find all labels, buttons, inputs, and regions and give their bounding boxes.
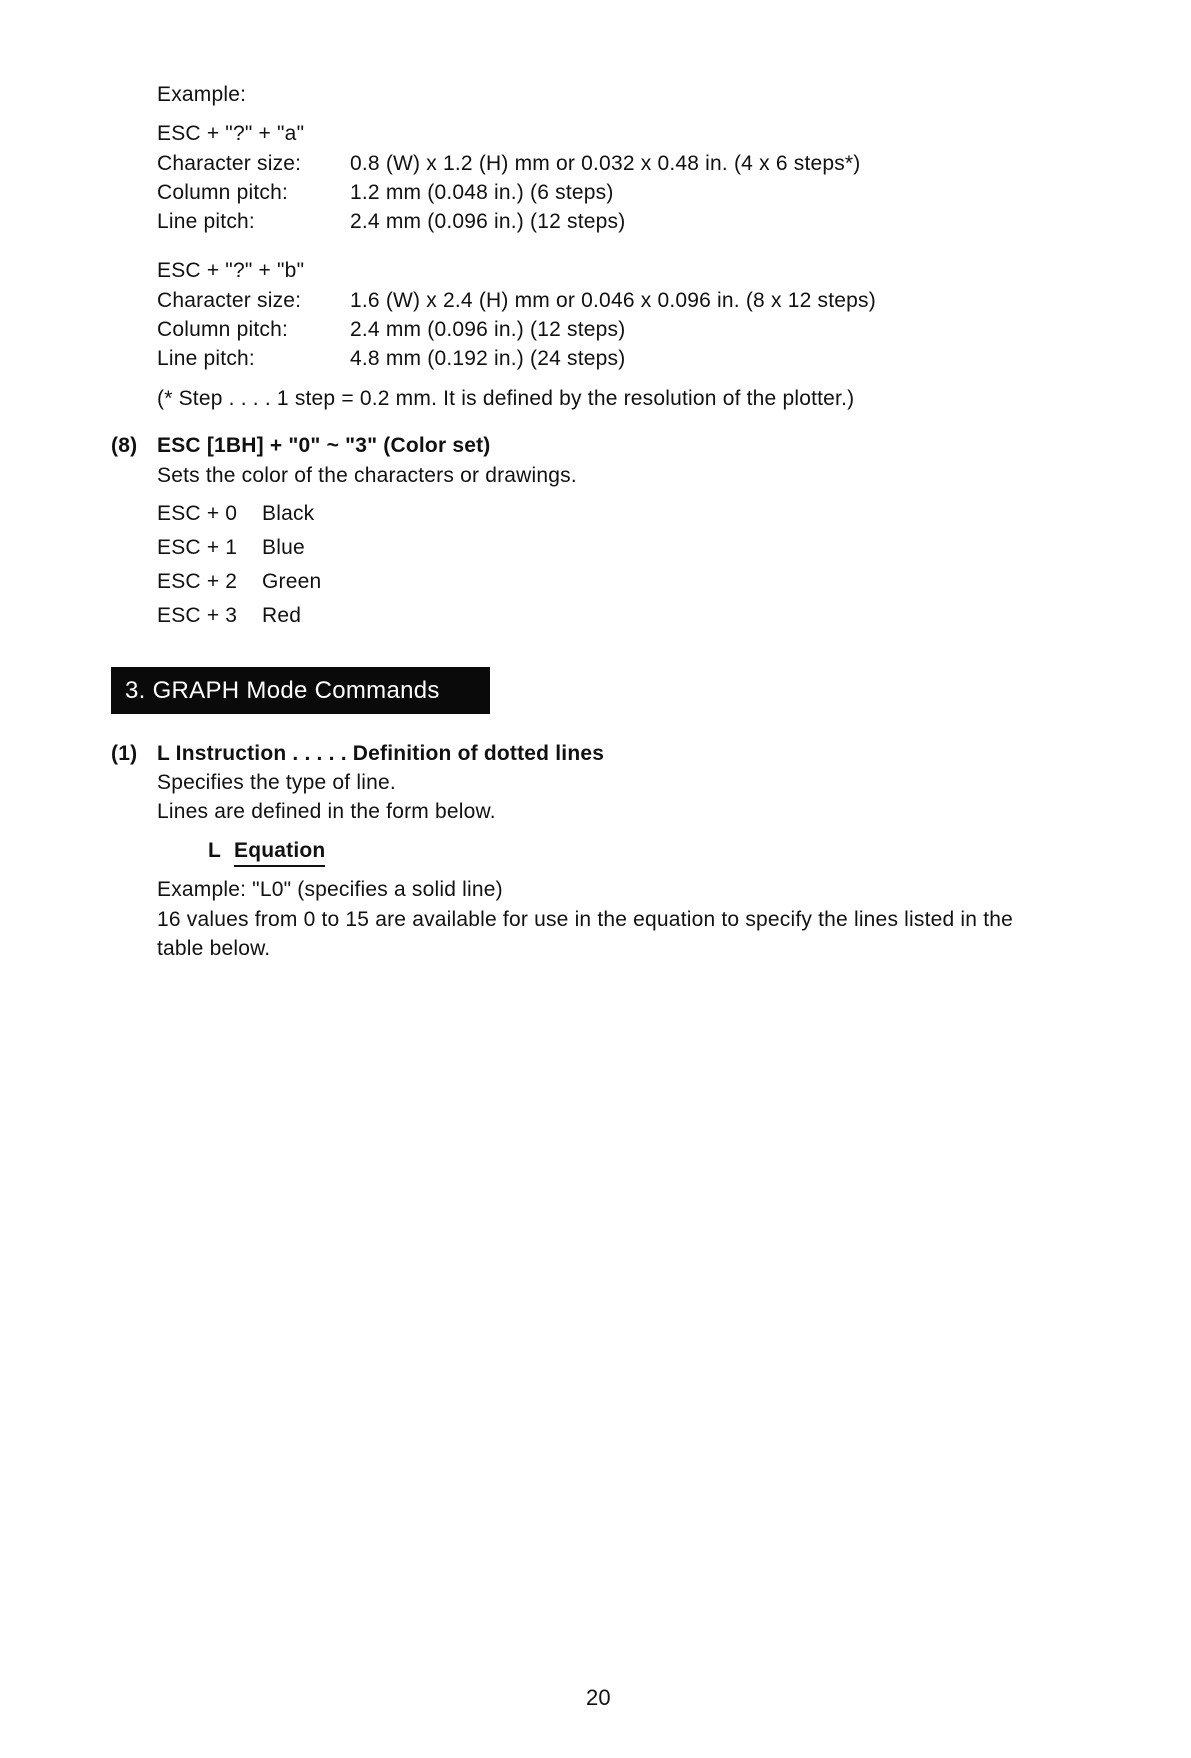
color-name-black: Black: [262, 502, 315, 525]
section-8-title: ESC [1BH] + "0" ~ "3" (Color set): [157, 434, 491, 457]
color-name-blue: Blue: [262, 536, 305, 559]
step-footnote: (* Step . . . . 1 step = 0.2 mm. It is defined by the resolution of the plotter.): [157, 387, 855, 410]
section-header-title: 3. GRAPH Mode Commands: [125, 677, 440, 704]
color-name-green: Green: [262, 570, 322, 593]
example-b-column-pitch-label: Column pitch:: [157, 318, 288, 341]
example-a-column-pitch-value: 1.2 mm (0.048 in.) (6 steps): [350, 181, 614, 204]
example-b-column-pitch-value: 2.4 mm (0.096 in.) (12 steps): [350, 318, 626, 341]
example-b-char-size-value: 1.6 (W) x 2.4 (H) mm or 0.046 x 0.096 in. (8 x 12 steps): [350, 289, 876, 312]
example-a-char-size-label: Character size:: [157, 152, 302, 175]
color-code-black: ESC + 0: [157, 502, 238, 525]
equation-letter: L: [208, 839, 222, 862]
section-8-description: Sets the color of the characters or drawings.: [157, 464, 577, 487]
example-a-line-pitch-label: Line pitch:: [157, 210, 255, 233]
example-b-line-pitch-label: Line pitch:: [157, 347, 255, 370]
example-b-char-size-label: Character size:: [157, 289, 302, 312]
example-a-line-pitch-value: 2.4 mm (0.096 in.) (12 steps): [350, 210, 626, 233]
example-a-char-size-value: 0.8 (W) x 1.2 (H) mm or 0.032 x 0.48 in. (4 x 6 steps*): [350, 152, 861, 175]
color-code-red: ESC + 3: [157, 604, 238, 627]
section-header-bar: [111, 667, 490, 714]
color-name-red: Red: [262, 604, 302, 627]
item-1-title: L Instruction . . . . . Definition of dotted lines: [157, 742, 605, 765]
color-code-blue: ESC + 1: [157, 536, 238, 559]
item-1-paragraph-line-1: 16 values from 0 to 15 are available for use in the equation to specify the lines listed in the: [157, 908, 1014, 931]
example-b-line-pitch-value: 4.8 mm (0.192 in.) (24 steps): [350, 347, 626, 370]
equation-label: Equation: [234, 838, 325, 867]
item-1-number: (1): [111, 742, 138, 765]
item-1-paragraph-line-2: table below.: [157, 937, 271, 960]
item-1-example: Example: "L0" (specifies a solid line): [157, 878, 503, 901]
example-a-column-pitch-label: Column pitch:: [157, 181, 288, 204]
section-8-number: (8): [111, 434, 138, 457]
page-number: 20: [586, 1685, 611, 1710]
example-a-command: ESC + "?" + "a": [157, 122, 305, 145]
example-b-command: ESC + "?" + "b": [157, 259, 305, 282]
item-1-line-1: Specifies the type of line.: [157, 771, 396, 794]
example-label: Example:: [157, 83, 247, 106]
item-1-line-2: Lines are defined in the form below.: [157, 800, 496, 823]
color-code-green: ESC + 2: [157, 570, 238, 593]
